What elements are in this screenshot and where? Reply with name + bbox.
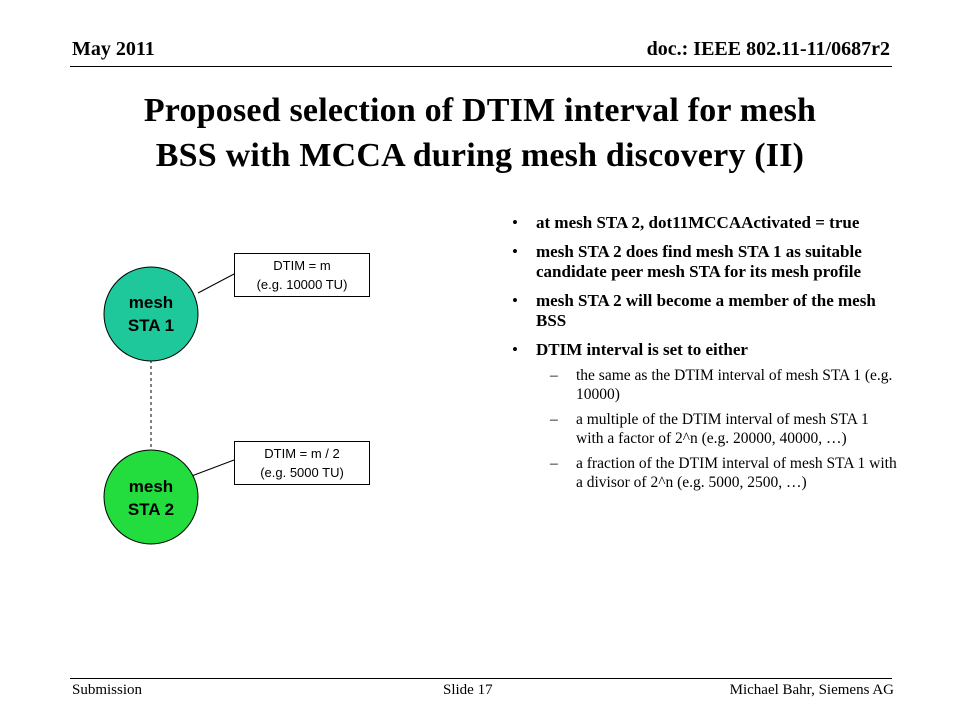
dtim-box-sta2: [234, 441, 370, 485]
footer-slide-number: Slide 17: [443, 682, 493, 698]
sta2-label: [106, 475, 196, 521]
sub-bullet-item: [510, 366, 900, 404]
sub-bullet-item: [510, 454, 900, 492]
dtim-box-sta2-line2: (e.g. 5000 TU): [260, 465, 344, 480]
bullet-dot: •: [512, 291, 518, 310]
sub-bullet-dash: –: [550, 411, 558, 428]
sub-bullet-item: [510, 410, 900, 448]
sta2-label-line2: STA 2: [127, 500, 175, 519]
bullet-text: DTIM interval is set to either: [536, 340, 748, 359]
bullet-text: mesh STA 2 will become a member of the mesh BSS: [536, 291, 876, 330]
sta1-label-line2: STA 1: [127, 316, 175, 335]
title-line-2: BSS with MCCA during mesh discovery (II): [155, 137, 805, 174]
bullet-dot: •: [512, 213, 518, 232]
footer-author: Michael Bahr, Siemens AG: [729, 682, 894, 698]
sub-bullet-dash: –: [550, 455, 558, 472]
footer-divider: [70, 678, 892, 679]
bullet-item: [510, 213, 900, 233]
dtim-box-sta2-line1: DTIM = m / 2: [264, 446, 340, 461]
sta1-label: [106, 291, 196, 337]
sta1-label-line1: mesh: [128, 293, 174, 312]
sub-bullet-dash: –: [550, 367, 558, 384]
sub-bullet-text: a fraction of the DTIM interval of mesh STA 1 with a divisor of 2^n (e.g. 5000, 2500, …): [576, 455, 897, 491]
bullet-text: at mesh STA 2, dot11MCCAActivated = true: [536, 213, 860, 232]
bullet-item: [510, 340, 900, 360]
dtim-box-sta1-line1: DTIM = m: [273, 258, 331, 273]
sta2-label-line1: mesh: [128, 477, 174, 496]
bullet-item: [510, 242, 900, 282]
sub-bullet-text: a multiple of the DTIM interval of mesh STA 1 with a factor of 2^n (e.g. 20000, 40000, …): [576, 411, 869, 447]
bullet-dot: •: [512, 340, 518, 359]
title-line-1: Proposed selection of DTIM interval for mesh: [143, 92, 817, 129]
sub-bullet-text: the same as the DTIM interval of mesh STA 1 (e.g. 10000): [576, 367, 893, 403]
header-date: May 2011: [72, 38, 155, 60]
dtim-box-sta1-line2: (e.g. 10000 TU): [256, 277, 348, 292]
bullet-list: [510, 213, 900, 498]
bullet-item: [510, 291, 900, 331]
header-doc-id: doc.: IEEE 802.11-11/0687r2: [646, 38, 890, 60]
footer-submission: Submission: [72, 682, 143, 698]
dtim-box-sta1: [234, 253, 370, 297]
callout-line-1: [198, 274, 234, 293]
bullet-dot: •: [512, 242, 518, 261]
bullet-text: mesh STA 2 does find mesh STA 1 as suitable candidate peer mesh STA for its mesh profile: [536, 242, 862, 281]
